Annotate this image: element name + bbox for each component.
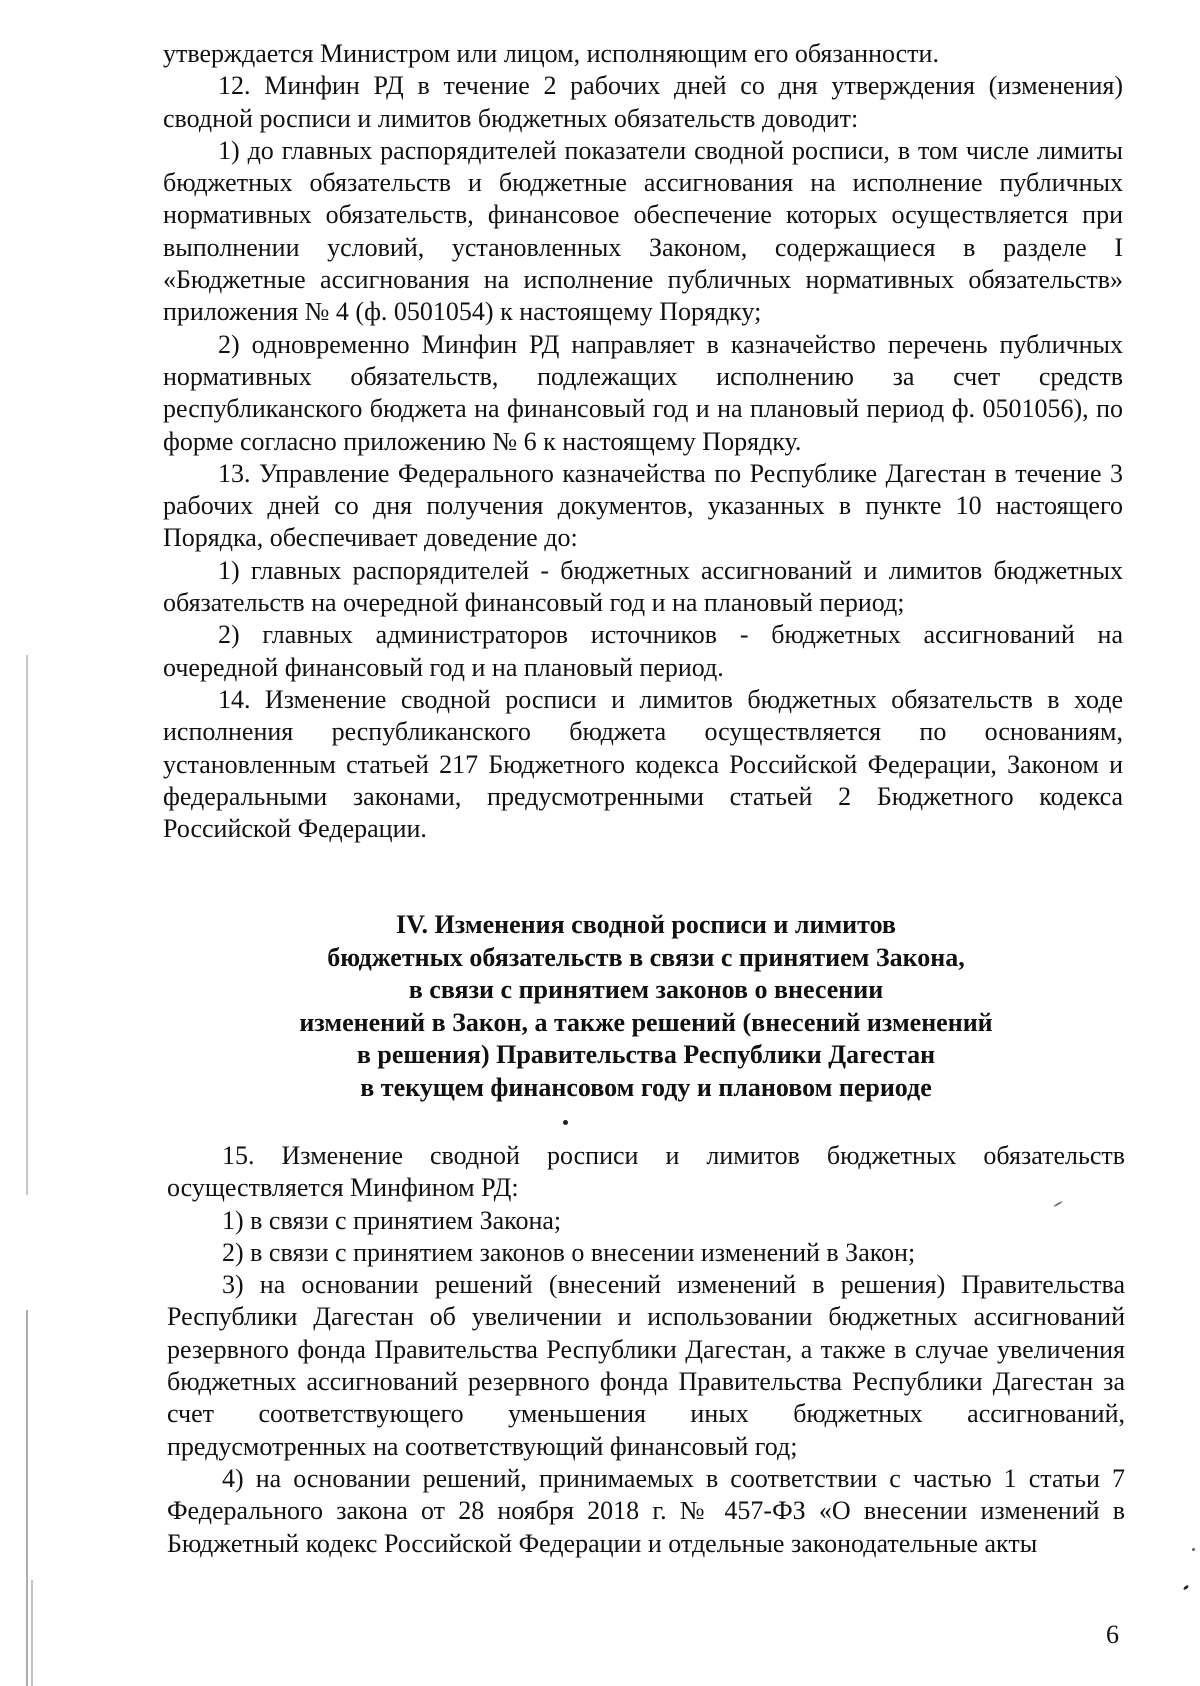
body-text-top: [163, 38, 1123, 845]
page-number: 6: [1106, 1620, 1119, 1649]
paragraph-15-item-1: 1) в связи с принятием Закона;: [222, 1205, 562, 1235]
scan-margin-line: [26, 1310, 28, 1686]
paragraph-13-item-1: 1) главных распорядителей - бюджетных ассигнований и лимитов бюджетных обязательств на очередной финансовый год и на плановый период;: [163, 555, 1123, 618]
scan-margin-line: [26, 655, 28, 1195]
heading-line: IV. Изменения сводной росписи и лимитов: [396, 910, 896, 939]
scan-speck: [1192, 1548, 1195, 1551]
paragraph-13: 13. Управление Федерального казначейства по Республике Дагестан в течение 3 рабочих дней со дня получения документов, указанных в пункте 10 настоящего Порядка, обеспечивает доведение до:: [163, 458, 1123, 553]
heading-line: в связи с принятием законов о внесении: [408, 975, 884, 1004]
heading-line: изменений в Закон, а также решений (внесений изменений: [299, 1007, 993, 1037]
paragraph-15: 15. Изменение сводной росписи и лимитов бюджетных обязательств осуществляется Минфином РД:: [167, 1141, 1125, 1203]
paragraph-13-item-2: 2) главных администраторов источников - бюджетных ассигнований на очередной финансовый год и на плановый период.: [163, 620, 1123, 682]
paragraph-15-item-4: 4) на основании решений, принимаемых в соответствии с частью 1 статьи 7 Федерального закона от 28 ноября 2018 г. № 457-ФЗ «О внесении изменений в Бюджетный кодекс Российской Федерации и отдельные законодательные акты: [167, 1463, 1125, 1558]
paragraph-12: 12. Минфин РД в течение 2 рабочих дней со дня утверждения (изменения) сводной росписи и лимитов бюджетных обязательств доводит:: [163, 71, 1123, 133]
paragraph-continuation: утверждается Министром или лицом, исполняющим его обязанности.: [163, 39, 939, 68]
paragraph-12-item-2: 2) одновременно Минфин РД направляет в казначейство перечень публичных нормативных обязательств, подлежащих исполнению за счет средств республиканского бюджета на финансовый год и на плановый период ф. 0501056), по форме согласно приложению № 6 к настоящему Порядку.: [163, 329, 1123, 456]
scan-speck: [1183, 1584, 1190, 1590]
paragraph-15-item-3: 3) на основании решений (внесений изменений в решения) Правительства Республики Дагестан об увеличении и использовании бюджетных ассигнований резервного фонда Правительства Республики Дагестан, а также в случае увеличения бюджетных ассигнований резервного фонда Правительства Республики Дагестан за счет соответствующего уменьшения иных бюджетных ассигнований, предусмотренных на соответствующий финансовый год;: [167, 1270, 1125, 1461]
scan-margin-line: [31, 1580, 33, 1686]
heading-line: в текущем финансовом году и плановом периоде: [360, 1072, 932, 1102]
paragraph-12-item-1: 1) до главных распорядителей показатели сводной росписи, в том числе лимиты бюджетных обязательств и бюджетные ассигнования на исполнение публичных нормативных обязательств, финансовое обеспечение которых осуществляется при выполнении условий, установленных Законом, содержащиеся в разделе I «Бюджетные ассигнования на исполнение публичных нормативных обязательств» приложения № 4 (ф. 0501054) к настоящему Порядку;: [163, 135, 1123, 327]
heading-line: в решения) Правительства Республики Дагестан: [356, 1040, 936, 1069]
paragraph-15-item-2: 2) в связи с принятием законов о внесении изменений в Закон;: [222, 1237, 916, 1267]
paragraph-14: 14. Изменение сводной росписи и лимитов бюджетных обязательств в ходе исполнения республиканского бюджета осуществляется по основаниям, установленным статьей 217 Бюджетного кодекса Российской Федерации, Законом и федеральными законами, предусмотренными статьей 2 Бюджетного кодекса Российской Федерации.: [163, 684, 1123, 844]
heading-line: бюджетных обязательств в связи с принятием Закона,: [327, 942, 965, 972]
body-text-bottom: [167, 1140, 1125, 1560]
scan-speck: [563, 1120, 568, 1125]
section-heading: [163, 909, 1129, 1104]
